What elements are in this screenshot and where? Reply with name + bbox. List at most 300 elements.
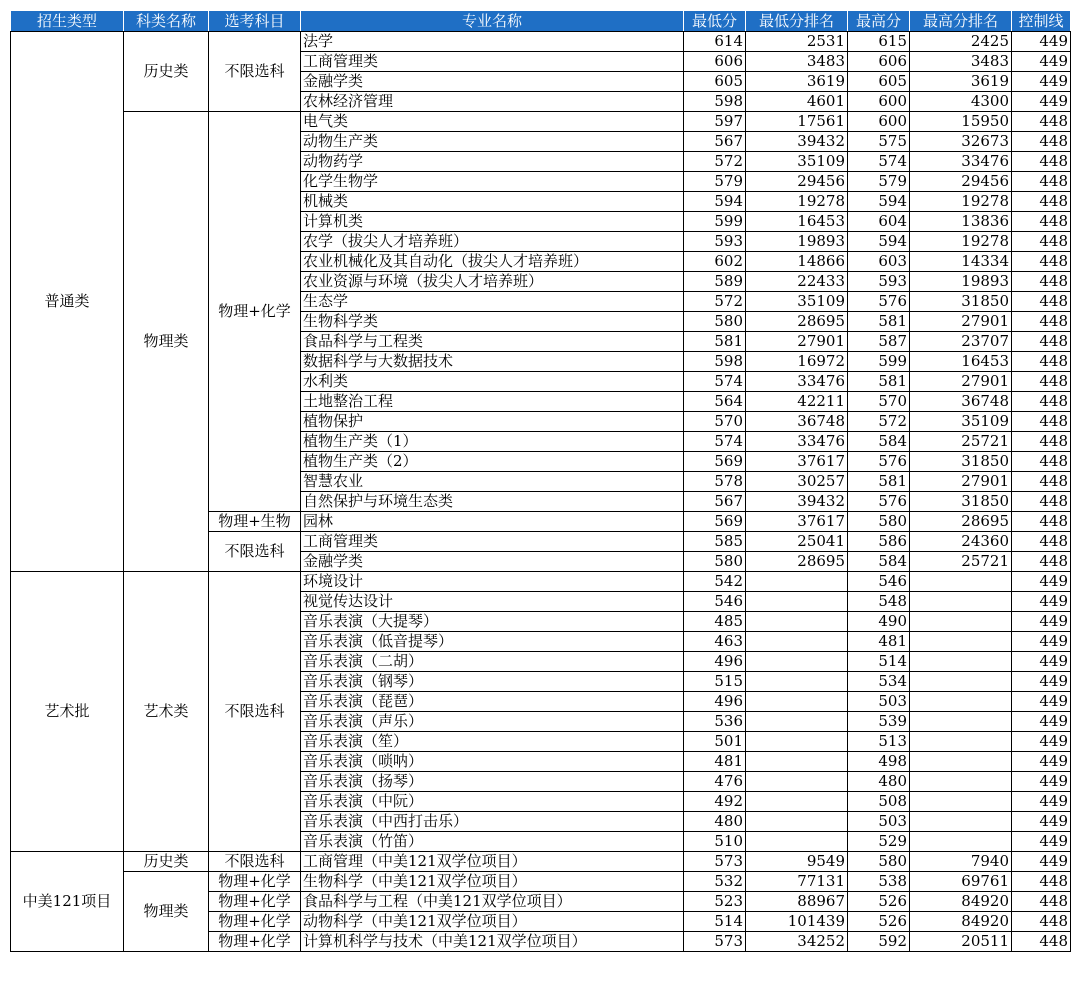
max-score-rank-cell: 15950 <box>910 112 1012 132</box>
min-score-cell: 532 <box>684 872 746 892</box>
min-score-rank-cell: 42211 <box>746 392 848 412</box>
major-name-cell: 金融学类 <box>301 72 684 92</box>
header-major-name: 专业名称 <box>301 11 684 32</box>
min-score-rank-cell: 88967 <box>746 892 848 912</box>
admission-score-table-wrapper <box>10 10 1071 952</box>
control-line-cell: 448 <box>1012 192 1071 212</box>
max-score-rank-cell: 69761 <box>910 872 1012 892</box>
table-row <box>11 572 1071 592</box>
control-line-cell: 449 <box>1012 692 1071 712</box>
max-score-cell: 480 <box>848 772 910 792</box>
max-score-rank-cell: 36748 <box>910 392 1012 412</box>
max-score-cell: 503 <box>848 692 910 712</box>
control-line-cell: 448 <box>1012 312 1071 332</box>
min-score-cell: 593 <box>684 232 746 252</box>
control-line-cell: 448 <box>1012 912 1071 932</box>
max-score-rank-cell: 19893 <box>910 272 1012 292</box>
control-line-cell: 449 <box>1012 572 1071 592</box>
min-score-cell: 598 <box>684 92 746 112</box>
header-admission-type: 招生类型 <box>11 11 124 32</box>
major-name-cell: 音乐表演（低音提琴） <box>301 632 684 652</box>
control-line-cell: 448 <box>1012 552 1071 572</box>
control-line-cell: 449 <box>1012 772 1071 792</box>
elective-subjects-cell: 不限选科 <box>209 532 301 572</box>
control-line-cell: 448 <box>1012 112 1071 132</box>
min-score-rank-cell <box>746 672 848 692</box>
table-row <box>11 112 1071 132</box>
max-score-cell: 600 <box>848 112 910 132</box>
min-score-rank-cell: 77131 <box>746 872 848 892</box>
control-line-cell: 448 <box>1012 172 1071 192</box>
min-score-rank-cell <box>746 732 848 752</box>
control-line-cell: 448 <box>1012 372 1071 392</box>
major-name-cell: 园林 <box>301 512 684 532</box>
subject-category-cell: 物理类 <box>124 872 209 952</box>
min-score-rank-cell: 25041 <box>746 532 848 552</box>
max-score-rank-cell: 4300 <box>910 92 1012 112</box>
max-score-cell: 580 <box>848 512 910 532</box>
major-name-cell: 音乐表演（声乐） <box>301 712 684 732</box>
max-score-cell: 514 <box>848 652 910 672</box>
header-max-score: 最高分 <box>848 11 910 32</box>
min-score-rank-cell <box>746 632 848 652</box>
min-score-cell: 585 <box>684 532 746 552</box>
min-score-rank-cell: 39432 <box>746 492 848 512</box>
major-name-cell: 土地整治工程 <box>301 392 684 412</box>
major-name-cell: 音乐表演（笙） <box>301 732 684 752</box>
max-score-cell: 498 <box>848 752 910 772</box>
max-score-rank-cell: 3619 <box>910 72 1012 92</box>
major-name-cell: 智慧农业 <box>301 472 684 492</box>
elective-subjects-cell: 物理+化学 <box>209 932 301 952</box>
max-score-rank-cell: 27901 <box>910 472 1012 492</box>
major-name-cell: 植物生产类（2） <box>301 452 684 472</box>
max-score-cell: 526 <box>848 892 910 912</box>
min-score-cell: 594 <box>684 192 746 212</box>
control-line-cell: 448 <box>1012 412 1071 432</box>
control-line-cell: 448 <box>1012 152 1071 172</box>
min-score-cell: 589 <box>684 272 746 292</box>
min-score-cell: 485 <box>684 612 746 632</box>
min-score-rank-cell <box>746 772 848 792</box>
major-name-cell: 音乐表演（二胡） <box>301 652 684 672</box>
min-score-rank-cell: 37617 <box>746 512 848 532</box>
min-score-rank-cell: 2531 <box>746 32 848 52</box>
min-score-cell: 605 <box>684 72 746 92</box>
subject-category-cell: 物理类 <box>124 112 209 572</box>
max-score-cell: 546 <box>848 572 910 592</box>
max-score-rank-cell <box>910 672 1012 692</box>
max-score-rank-cell <box>910 692 1012 712</box>
major-name-cell: 机械类 <box>301 192 684 212</box>
max-score-cell: 576 <box>848 492 910 512</box>
min-score-cell: 476 <box>684 772 746 792</box>
min-score-cell: 573 <box>684 932 746 952</box>
max-score-rank-cell <box>910 652 1012 672</box>
major-name-cell: 计算机类 <box>301 212 684 232</box>
min-score-cell: 580 <box>684 312 746 332</box>
min-score-cell: 578 <box>684 472 746 492</box>
control-line-cell: 448 <box>1012 292 1071 312</box>
min-score-rank-cell: 33476 <box>746 372 848 392</box>
max-score-rank-cell: 33476 <box>910 152 1012 172</box>
max-score-cell: 615 <box>848 32 910 52</box>
min-score-rank-cell: 29456 <box>746 172 848 192</box>
major-name-cell: 音乐表演（扬琴） <box>301 772 684 792</box>
max-score-cell: 503 <box>848 812 910 832</box>
control-line-cell: 449 <box>1012 72 1071 92</box>
min-score-rank-cell <box>746 572 848 592</box>
max-score-rank-cell: 32673 <box>910 132 1012 152</box>
max-score-rank-cell <box>910 612 1012 632</box>
min-score-cell: 569 <box>684 452 746 472</box>
min-score-rank-cell: 28695 <box>746 312 848 332</box>
max-score-rank-cell: 29456 <box>910 172 1012 192</box>
min-score-cell: 480 <box>684 812 746 832</box>
header-min-score: 最低分 <box>684 11 746 32</box>
max-score-cell: 600 <box>848 92 910 112</box>
control-line-cell: 448 <box>1012 532 1071 552</box>
elective-subjects-cell: 物理+化学 <box>209 872 301 892</box>
max-score-rank-cell <box>910 732 1012 752</box>
min-score-rank-cell: 22433 <box>746 272 848 292</box>
control-line-cell: 448 <box>1012 352 1071 372</box>
major-name-cell: 生物科学（中美121双学位项目） <box>301 872 684 892</box>
max-score-cell: 490 <box>848 612 910 632</box>
min-score-rank-cell <box>746 612 848 632</box>
major-name-cell: 植物保护 <box>301 412 684 432</box>
min-score-rank-cell: 39432 <box>746 132 848 152</box>
control-line-cell: 448 <box>1012 432 1071 452</box>
major-name-cell: 音乐表演（中西打击乐） <box>301 812 684 832</box>
min-score-cell: 572 <box>684 292 746 312</box>
max-score-rank-cell: 27901 <box>910 372 1012 392</box>
max-score-cell: 581 <box>848 472 910 492</box>
min-score-rank-cell: 4601 <box>746 92 848 112</box>
min-score-cell: 567 <box>684 492 746 512</box>
min-score-cell: 514 <box>684 912 746 932</box>
min-score-cell: 574 <box>684 432 746 452</box>
min-score-rank-cell: 16453 <box>746 212 848 232</box>
max-score-rank-cell: 84920 <box>910 912 1012 932</box>
major-name-cell: 音乐表演（唢呐） <box>301 752 684 772</box>
max-score-rank-cell: 3483 <box>910 52 1012 72</box>
major-name-cell: 工商管理（中美121双学位项目） <box>301 852 684 872</box>
max-score-cell: 513 <box>848 732 910 752</box>
min-score-rank-cell: 9549 <box>746 852 848 872</box>
max-score-cell: 594 <box>848 192 910 212</box>
control-line-cell: 448 <box>1012 332 1071 352</box>
max-score-rank-cell: 31850 <box>910 292 1012 312</box>
min-score-cell: 569 <box>684 512 746 532</box>
max-score-rank-cell: 19278 <box>910 232 1012 252</box>
control-line-cell: 449 <box>1012 32 1071 52</box>
header-control-line: 控制线 <box>1012 11 1071 32</box>
min-score-rank-cell: 3483 <box>746 52 848 72</box>
max-score-cell: 534 <box>848 672 910 692</box>
min-score-cell: 602 <box>684 252 746 272</box>
control-line-cell: 449 <box>1012 592 1071 612</box>
min-score-rank-cell: 16972 <box>746 352 848 372</box>
control-line-cell: 449 <box>1012 712 1071 732</box>
elective-subjects-cell: 物理+化学 <box>209 912 301 932</box>
max-score-cell: 575 <box>848 132 910 152</box>
major-name-cell: 食品科学与工程（中美121双学位项目） <box>301 892 684 912</box>
max-score-cell: 538 <box>848 872 910 892</box>
min-score-rank-cell <box>746 712 848 732</box>
max-score-cell: 508 <box>848 792 910 812</box>
min-score-cell: 536 <box>684 712 746 732</box>
admission-score-table <box>10 10 1071 952</box>
max-score-rank-cell: 13836 <box>910 212 1012 232</box>
min-score-rank-cell: 19893 <box>746 232 848 252</box>
min-score-rank-cell: 17561 <box>746 112 848 132</box>
control-line-cell: 448 <box>1012 512 1071 532</box>
major-name-cell: 动物科学（中美121双学位项目） <box>301 912 684 932</box>
control-line-cell: 448 <box>1012 272 1071 292</box>
subject-category-cell: 历史类 <box>124 852 209 872</box>
control-line-cell: 448 <box>1012 472 1071 492</box>
major-name-cell: 动物药学 <box>301 152 684 172</box>
major-name-cell: 视觉传达设计 <box>301 592 684 612</box>
table-row <box>11 32 1071 52</box>
min-score-rank-cell: 33476 <box>746 432 848 452</box>
max-score-rank-cell: 25721 <box>910 552 1012 572</box>
min-score-rank-cell: 3619 <box>746 72 848 92</box>
major-name-cell: 农业资源与环境（拔尖人才培养班） <box>301 272 684 292</box>
control-line-cell: 449 <box>1012 52 1071 72</box>
major-name-cell: 环境设计 <box>301 572 684 592</box>
min-score-rank-cell: 35109 <box>746 152 848 172</box>
major-name-cell: 音乐表演（大提琴） <box>301 612 684 632</box>
max-score-rank-cell: 7940 <box>910 852 1012 872</box>
major-name-cell: 金融学类 <box>301 552 684 572</box>
max-score-cell: 570 <box>848 392 910 412</box>
min-score-cell: 599 <box>684 212 746 232</box>
min-score-rank-cell: 19278 <box>746 192 848 212</box>
max-score-rank-cell <box>910 592 1012 612</box>
table-body <box>11 32 1071 952</box>
major-name-cell: 农业机械化及其自动化（拔尖人才培养班） <box>301 252 684 272</box>
min-score-cell: 481 <box>684 752 746 772</box>
control-line-cell: 449 <box>1012 612 1071 632</box>
header-subject-category: 科类名称 <box>124 11 209 32</box>
max-score-cell: 604 <box>848 212 910 232</box>
header-min-score-rank: 最低分排名 <box>746 11 848 32</box>
max-score-cell: 592 <box>848 932 910 952</box>
min-score-rank-cell <box>746 592 848 612</box>
major-name-cell: 化学生物学 <box>301 172 684 192</box>
min-score-cell: 546 <box>684 592 746 612</box>
min-score-cell: 597 <box>684 112 746 132</box>
major-name-cell: 音乐表演（钢琴） <box>301 672 684 692</box>
control-line-cell: 448 <box>1012 212 1071 232</box>
max-score-cell: 572 <box>848 412 910 432</box>
major-name-cell: 农学（拔尖人才培养班） <box>301 232 684 252</box>
max-score-rank-cell <box>910 772 1012 792</box>
max-score-cell: 581 <box>848 372 910 392</box>
max-score-cell: 539 <box>848 712 910 732</box>
min-score-cell: 496 <box>684 652 746 672</box>
min-score-rank-cell <box>746 692 848 712</box>
min-score-cell: 570 <box>684 412 746 432</box>
max-score-cell: 548 <box>848 592 910 612</box>
header-row <box>11 11 1071 32</box>
control-line-cell: 449 <box>1012 632 1071 652</box>
major-name-cell: 动物生产类 <box>301 132 684 152</box>
min-score-cell: 580 <box>684 552 746 572</box>
max-score-rank-cell: 84920 <box>910 892 1012 912</box>
min-score-cell: 515 <box>684 672 746 692</box>
min-score-cell: 510 <box>684 832 746 852</box>
max-score-rank-cell: 19278 <box>910 192 1012 212</box>
major-name-cell: 音乐表演（琵琶） <box>301 692 684 712</box>
min-score-cell: 523 <box>684 892 746 912</box>
max-score-cell: 529 <box>848 832 910 852</box>
major-name-cell: 计算机科学与技术（中美121双学位项目） <box>301 932 684 952</box>
max-score-cell: 579 <box>848 172 910 192</box>
max-score-cell: 593 <box>848 272 910 292</box>
max-score-cell: 581 <box>848 312 910 332</box>
max-score-cell: 584 <box>848 552 910 572</box>
control-line-cell: 449 <box>1012 832 1071 852</box>
subject-category-cell: 历史类 <box>124 32 209 112</box>
min-score-rank-cell: 37617 <box>746 452 848 472</box>
control-line-cell: 449 <box>1012 752 1071 772</box>
major-name-cell: 生物科学类 <box>301 312 684 332</box>
max-score-rank-cell <box>910 712 1012 732</box>
elective-subjects-cell: 不限选科 <box>209 852 301 872</box>
elective-subjects-cell: 物理+生物 <box>209 512 301 532</box>
admission-type-cell: 中美121项目 <box>11 852 124 952</box>
max-score-rank-cell: 2425 <box>910 32 1012 52</box>
major-name-cell: 工商管理类 <box>301 532 684 552</box>
min-score-rank-cell: 14866 <box>746 252 848 272</box>
control-line-cell: 448 <box>1012 872 1071 892</box>
control-line-cell: 448 <box>1012 892 1071 912</box>
major-name-cell: 生态学 <box>301 292 684 312</box>
control-line-cell: 448 <box>1012 132 1071 152</box>
max-score-cell: 481 <box>848 632 910 652</box>
max-score-rank-cell: 24360 <box>910 532 1012 552</box>
min-score-cell: 574 <box>684 372 746 392</box>
min-score-cell: 542 <box>684 572 746 592</box>
control-line-cell: 448 <box>1012 232 1071 252</box>
major-name-cell: 自然保护与环境生态类 <box>301 492 684 512</box>
table-row <box>11 872 1071 892</box>
major-name-cell: 植物生产类（1） <box>301 432 684 452</box>
major-name-cell: 法学 <box>301 32 684 52</box>
min-score-cell: 581 <box>684 332 746 352</box>
max-score-rank-cell: 20511 <box>910 932 1012 952</box>
elective-subjects-cell: 不限选科 <box>209 32 301 112</box>
control-line-cell: 448 <box>1012 452 1071 472</box>
control-line-cell: 449 <box>1012 852 1071 872</box>
min-score-cell: 496 <box>684 692 746 712</box>
min-score-cell: 573 <box>684 852 746 872</box>
min-score-rank-cell: 101439 <box>746 912 848 932</box>
major-name-cell: 数据科学与大数据技术 <box>301 352 684 372</box>
major-name-cell: 电气类 <box>301 112 684 132</box>
max-score-cell: 580 <box>848 852 910 872</box>
min-score-rank-cell: 28695 <box>746 552 848 572</box>
max-score-rank-cell: 31850 <box>910 452 1012 472</box>
control-line-cell: 449 <box>1012 792 1071 812</box>
header-elective-subjects: 选考科目 <box>209 11 301 32</box>
min-score-rank-cell <box>746 652 848 672</box>
max-score-rank-cell <box>910 572 1012 592</box>
elective-subjects-cell: 物理+化学 <box>209 112 301 512</box>
max-score-rank-cell: 35109 <box>910 412 1012 432</box>
min-score-rank-cell: 35109 <box>746 292 848 312</box>
min-score-rank-cell <box>746 752 848 772</box>
min-score-cell: 567 <box>684 132 746 152</box>
max-score-rank-cell <box>910 752 1012 772</box>
admission-type-cell: 普通类 <box>11 32 124 572</box>
elective-subjects-cell: 不限选科 <box>209 572 301 852</box>
control-line-cell: 449 <box>1012 732 1071 752</box>
max-score-cell: 586 <box>848 532 910 552</box>
elective-subjects-cell: 物理+化学 <box>209 892 301 912</box>
max-score-rank-cell <box>910 792 1012 812</box>
min-score-cell: 564 <box>684 392 746 412</box>
max-score-rank-cell: 27901 <box>910 312 1012 332</box>
major-name-cell: 音乐表演（中阮） <box>301 792 684 812</box>
min-score-rank-cell <box>746 812 848 832</box>
max-score-cell: 605 <box>848 72 910 92</box>
admission-type-cell: 艺术批 <box>11 572 124 852</box>
max-score-rank-cell: 16453 <box>910 352 1012 372</box>
table-header <box>11 11 1071 32</box>
max-score-cell: 594 <box>848 232 910 252</box>
max-score-cell: 606 <box>848 52 910 72</box>
control-line-cell: 449 <box>1012 652 1071 672</box>
header-max-score-rank: 最高分排名 <box>910 11 1012 32</box>
subject-category-cell: 艺术类 <box>124 572 209 852</box>
min-score-cell: 598 <box>684 352 746 372</box>
table-row <box>11 852 1071 872</box>
min-score-cell: 614 <box>684 32 746 52</box>
max-score-rank-cell: 25721 <box>910 432 1012 452</box>
major-name-cell: 工商管理类 <box>301 52 684 72</box>
max-score-rank-cell <box>910 832 1012 852</box>
max-score-rank-cell: 14334 <box>910 252 1012 272</box>
max-score-cell: 576 <box>848 452 910 472</box>
min-score-cell: 579 <box>684 172 746 192</box>
control-line-cell: 449 <box>1012 672 1071 692</box>
control-line-cell: 448 <box>1012 392 1071 412</box>
max-score-cell: 599 <box>848 352 910 372</box>
max-score-rank-cell: 28695 <box>910 512 1012 532</box>
max-score-cell: 526 <box>848 912 910 932</box>
min-score-cell: 501 <box>684 732 746 752</box>
max-score-cell: 584 <box>848 432 910 452</box>
max-score-cell: 587 <box>848 332 910 352</box>
min-score-rank-cell <box>746 792 848 812</box>
control-line-cell: 449 <box>1012 812 1071 832</box>
min-score-rank-cell: 36748 <box>746 412 848 432</box>
max-score-cell: 603 <box>848 252 910 272</box>
min-score-rank-cell <box>746 832 848 852</box>
max-score-rank-cell: 31850 <box>910 492 1012 512</box>
min-score-rank-cell: 27901 <box>746 332 848 352</box>
control-line-cell: 448 <box>1012 252 1071 272</box>
min-score-rank-cell: 34252 <box>746 932 848 952</box>
major-name-cell: 音乐表演（竹笛） <box>301 832 684 852</box>
control-line-cell: 448 <box>1012 492 1071 512</box>
min-score-cell: 606 <box>684 52 746 72</box>
control-line-cell: 449 <box>1012 92 1071 112</box>
